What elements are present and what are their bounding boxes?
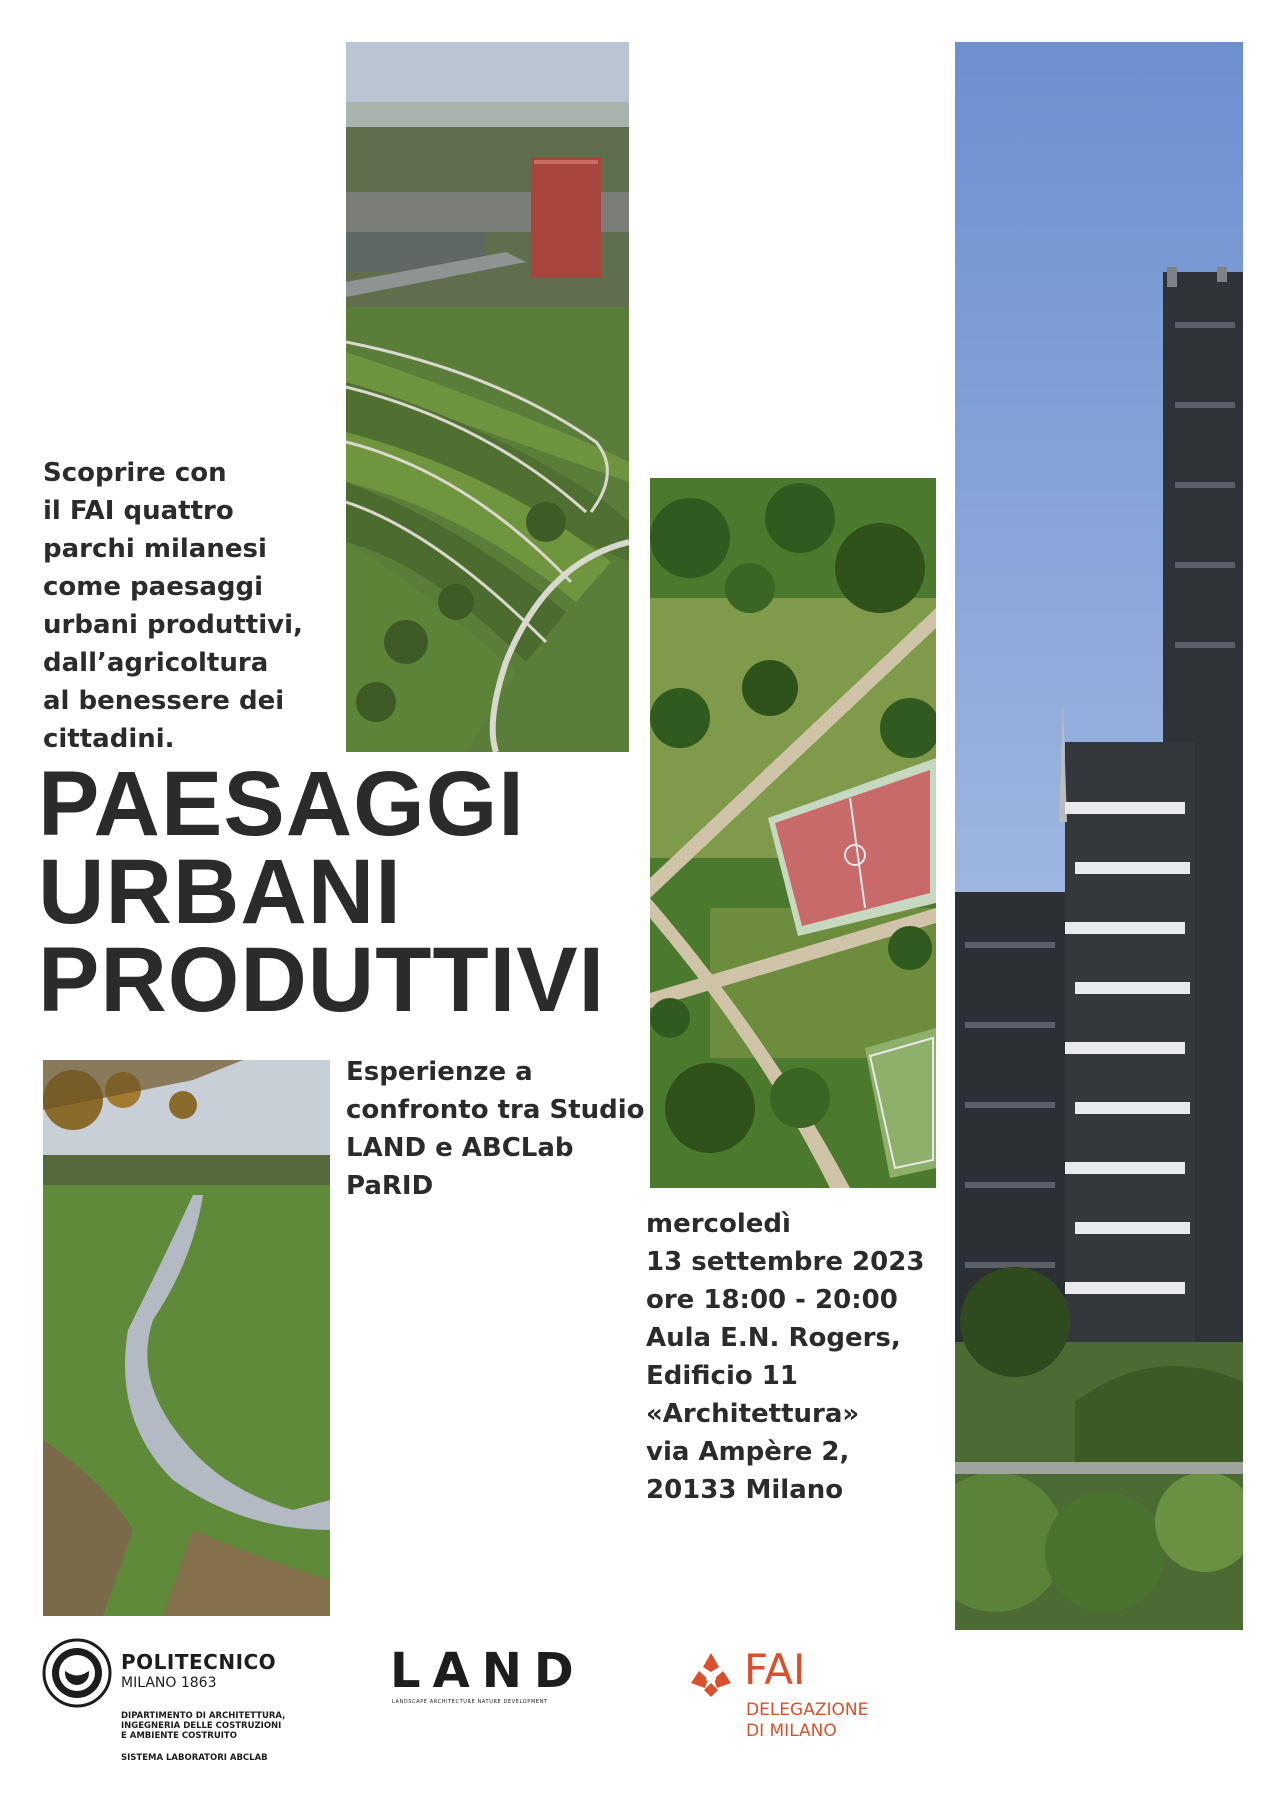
intro-line: il FAI quattro: [43, 496, 234, 526]
fai-wordmark: FAI: [744, 1645, 806, 1694]
event-city: 20133 Milano: [646, 1475, 844, 1505]
fai-delegation-line: DELEGAZIONE: [746, 1700, 869, 1720]
intro-line: cittadini.: [43, 724, 175, 754]
event-details: [646, 1205, 946, 1509]
land-tagline: LANDSCAPE ARCHITECTURE NATURE DEVELOPMENT: [392, 1699, 548, 1705]
field-stream-photo: [43, 1060, 330, 1616]
intro-line: al benessere dei: [43, 686, 285, 716]
department-line: E AMBIENTE COSTRUITO: [121, 1731, 237, 1741]
intro-line: come paesaggi: [43, 572, 263, 602]
department-line: INGEGNERIA DELLE COSTRUZIONI: [121, 1721, 282, 1731]
subtitle-line: LAND e ABCLab: [346, 1133, 574, 1163]
department-line: DIPARTIMENTO DI ARCHITETTURA,: [121, 1711, 286, 1721]
land-wordmark: LAND: [390, 1643, 586, 1699]
title-line: URBANI: [38, 841, 402, 943]
fai-delegation-line: DI MILANO: [746, 1721, 837, 1741]
fai-logo: [686, 1646, 896, 1746]
politecnico-name: POLITECNICO: [121, 1650, 277, 1674]
subtitle-line: confronto tra Studio: [346, 1095, 645, 1125]
subtitle-line: PaRID: [346, 1171, 434, 1201]
title-line: PRODUTTIVI: [38, 929, 606, 1031]
event-room: Aula E.N. Rogers,: [646, 1323, 901, 1353]
aerial-park-photo: [650, 478, 936, 1188]
intro-line: parchi milanesi: [43, 534, 267, 564]
politecnico-year: MILANO 1863: [121, 1675, 217, 1691]
event-time: ore 18:00 - 20:00: [646, 1285, 898, 1315]
event-day: mercoledì: [646, 1209, 791, 1239]
intro-line: dall’agricoltura: [43, 648, 269, 678]
politecnico-seal-icon: [42, 1638, 112, 1708]
politecnico-department: [121, 1711, 341, 1741]
residential-tower-photo: [955, 42, 1243, 1630]
event-street: via Ampère 2,: [646, 1437, 850, 1467]
event-building: Edificio 11: [646, 1361, 798, 1391]
intro-line: Scoprire con: [43, 458, 227, 488]
page-title: [38, 753, 638, 1031]
subtitle-line: Esperienze a: [346, 1057, 533, 1087]
politecnico-lab: SISTEMA LABORATORI ABCLAB: [121, 1753, 268, 1763]
title-line: PAESAGGI: [38, 753, 525, 855]
politecnico-logo: [42, 1638, 342, 1768]
event-building-name: «Architettura»: [646, 1399, 860, 1429]
subtitle-text: [346, 1053, 646, 1205]
intro-text: [43, 454, 343, 758]
fai-delegation: [746, 1700, 868, 1742]
fai-emblem-icon: [686, 1650, 736, 1700]
land-logo: [390, 1644, 590, 1704]
event-date: 13 settembre 2023: [646, 1247, 925, 1277]
intro-line: urbani produttivi,: [43, 610, 303, 640]
terraced-park-photo: [346, 42, 629, 752]
